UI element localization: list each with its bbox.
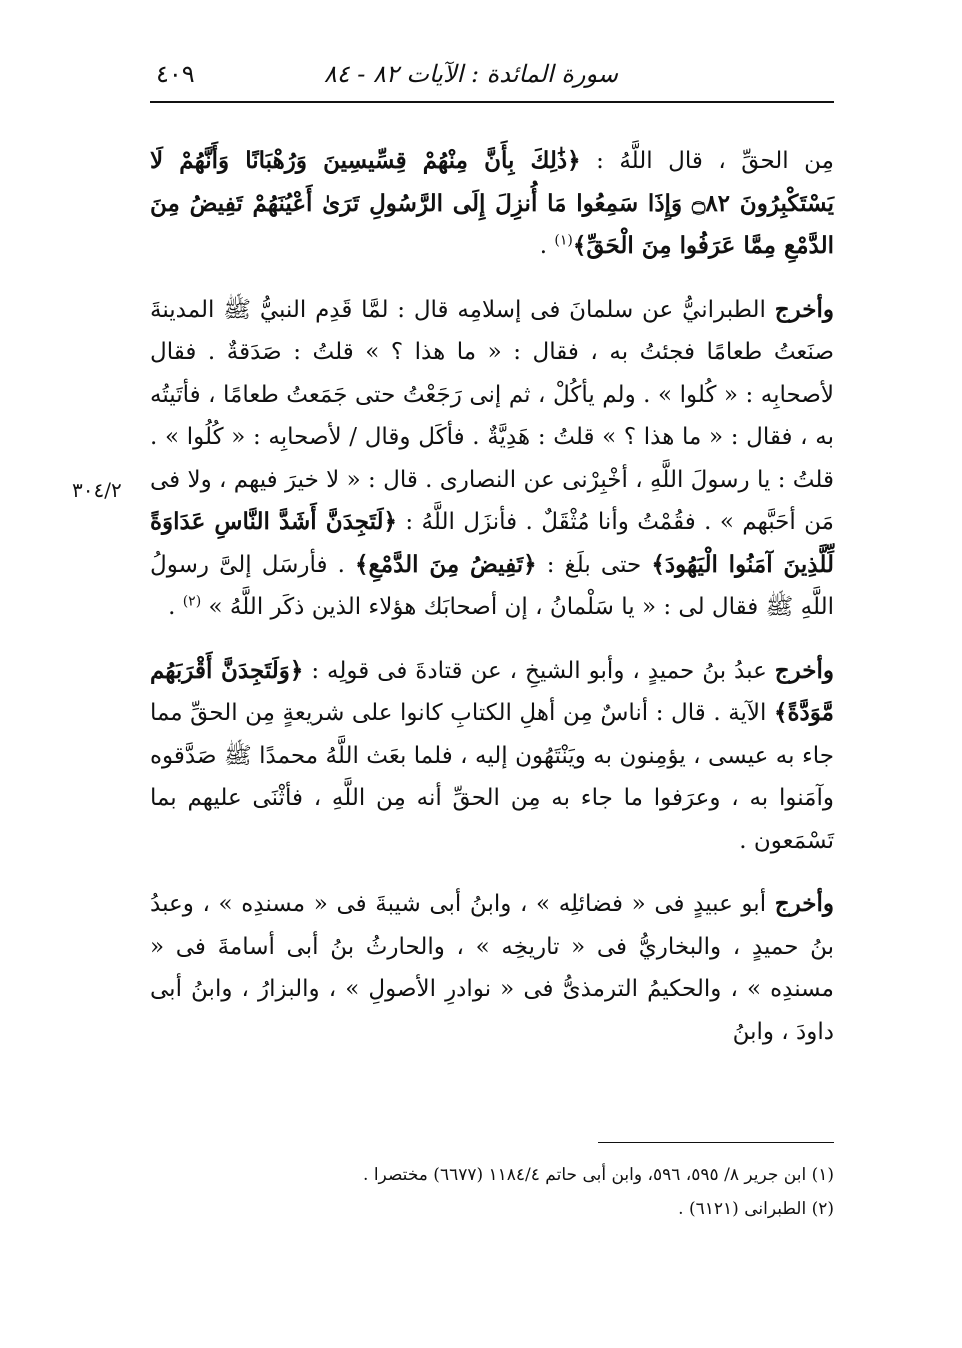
footnote-marker: (١) — [554, 232, 573, 249]
quran-verse: ﴿لَتَجِدَنَّ أَشَدَّ النَّاسِ عَدَاوَةً لِّلَّذِينَ آمَنُوا الْيَهُودَ﴾ — [150, 508, 834, 578]
footnote-2: (٢) الطبرانى (٦١٢١) . — [678, 1199, 834, 1219]
paragraph-4 — [150, 883, 834, 1053]
paragraph-lead: وأخرج — [774, 656, 834, 684]
margin-reference: ٣٠٤/٢ — [72, 478, 122, 502]
quran-verse: ﴿وَلَتَجِدَنَّ أَقْرَبَهُم مَّوَدَّةً﴾ — [150, 656, 834, 726]
footnote-1: (١) ابن جرير ٨/ ٥٩٥، ٥٩٦، وابن أبى حاتم ١١٨٤/٤ (٦٦٧٧) مختصرا . — [363, 1165, 834, 1185]
paragraph-3 — [150, 650, 834, 863]
text-run: حتى بلَغ : — [536, 551, 652, 578]
footnote-marker: (٢) — [182, 593, 202, 610]
footnotes — [150, 1158, 834, 1226]
running-header — [150, 56, 834, 96]
main-text — [150, 140, 834, 1074]
text-run: عبدُ بنُ حميدٍ ، وأبو الشيخِ ، عن قتادةَ فى قولِه : — [303, 657, 775, 684]
header-title: سورة المائدة : الآيات ٨٢ - ٨٤ — [323, 60, 618, 88]
header-rule — [150, 101, 834, 103]
footnote-rule — [598, 1142, 834, 1143]
text-run: الطبرانيُّ عن سلمانَ فى إسلامِه قال : لمَّا قَدِم النبيُّ ﷺ المدينةَ صنَعتُ طعامًا فجئتُ به ، فقال : « ما هذا ؟ » قلتُ : صَدَقةٌ . فقال لأصحابِه : « كُلوا » . ولم يأكُلْ ، ثم إنى رَجَعْتُ حتى جَمَعتُ طعامًا ، فأتَيتُه به ، فقال : « ما هذا ؟ » قلتُ : هَدِيَّةٌ . فأكَل وقال / لأصحابِه : « كُلُوا » . قلتُ : يا رسولَ اللَّهِ ، أخْبِرْنى عن النصارى . قال : « لا خيرَ فيهم ، ولا فى مَن أحَبَّهم » . فقُمْتُ وأنا مُثْقَلٌ . فأنزَل اللَّهُ : — [150, 296, 834, 535]
paragraph-1 — [150, 140, 834, 268]
paragraph-2 — [150, 289, 834, 629]
quran-verse: ﴿ذَٰلِكَ بِأَنَّ مِنْهُمْ قِسِّيسِينَ وَرُهْبَانًا وَأَنَّهُمْ لَا يَسْتَكْبِرُونَ ۝٨٢ وَإِذَا سَمِعُوا مَا أُنزِلَ إِلَى الرَّسُولِ تَرَىٰ أَعْيُنَهُمْ تَفِيضُ مِنَ الدَّمْعِ مِمَّا عَرَفُوا مِنَ الْحَقِّ﴾ — [150, 147, 834, 259]
text-run: . — [539, 233, 555, 259]
text-run: . فأرسَل إلىَّ رسولُ اللَّهِ ﷺ فقال لى : « يا سَلْمانُ ، إن أصحابَك هؤلاء الذين ذكَر اللَّهُ » — [150, 551, 834, 620]
quran-verse: ﴿تَفِيضُ مِنَ الدَّمْعِ﴾ — [355, 550, 537, 578]
text-run: . — [168, 594, 183, 620]
paragraph-lead: وأخرج — [774, 295, 834, 323]
text-run: أبو عبيدٍ فى « فضائلِه » ، وابنُ أبى شيبةَ فى « مسندِه » ، وعبدُ بنُ حميدٍ ، والبخاريُّ فى « تاريخِه » ، والحارثُ بنُ أبى أسامةَ فى « مسندِه » ، والحكيمُ الترمذىُّ فى « نوادرِ الأصولِ » ، والبزارُ ، وابنُ أبى داودَ ، وابنُ — [150, 891, 834, 1045]
text-run: مِن الحقِّ ، قال اللَّهُ : — [580, 148, 834, 174]
page-number: ٤٠٩ — [156, 60, 195, 88]
paragraph-lead: وأخرج — [774, 890, 834, 917]
text-run: الآية . قال : أناسٌ مِن أهلِ الكتابِ كانوا على شريعةٍ مِن الحقِّ مما جاء به عيسى ، يؤمِنون به ويَنْتَهُون إليه ، فلما بعَث اللَّهُ محمدًا ﷺ صَدَّقوه وآمَنوا به ، وعرَفوا ما جاء به مِن الحقِّ أنه مِن اللَّهِ ، فأثْنَى عليهم بما تَسْمَعون . — [150, 700, 834, 854]
